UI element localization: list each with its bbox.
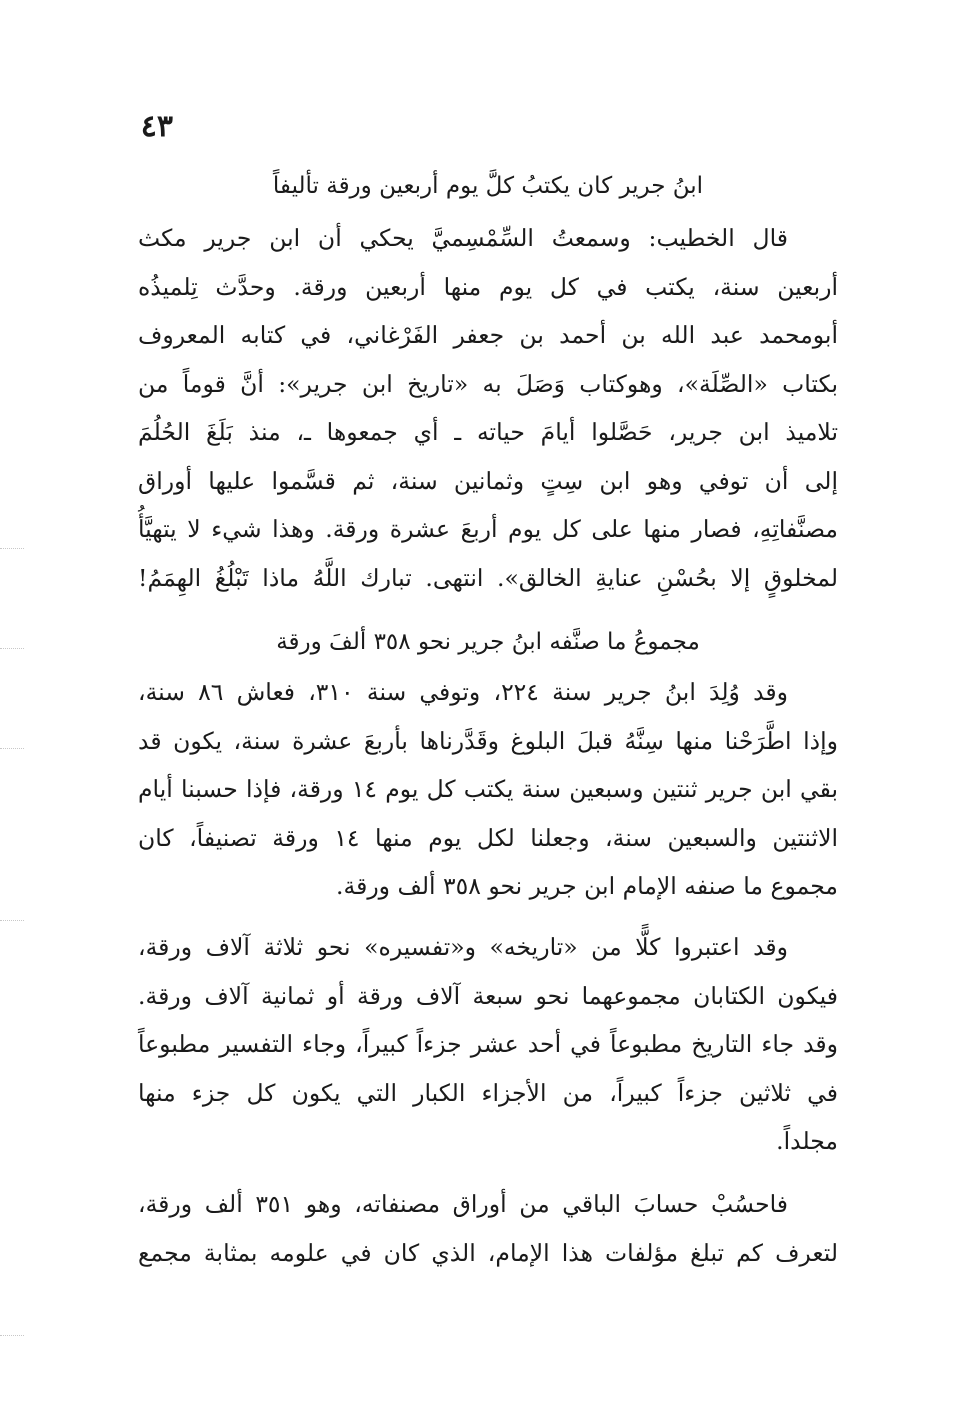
paragraph-1 (138, 214, 838, 602)
text-line: أربعين سنة، يكتب في كل يوم منها أربعين ورقة. وحدَّث تِلميذُه (138, 272, 838, 301)
paragraph-3 (138, 923, 838, 1166)
text-line: إلى أن توفي وهو ابن سِتٍ وثمانين سنة، ثم قسَّموا عليها أوراق (138, 466, 838, 495)
text-line: مجلداً. (776, 1127, 838, 1155)
paragraph-2 (138, 668, 838, 911)
page-number: ٤٣ (140, 109, 173, 144)
text-line: قال الخطيب: وسمعتُ السِّمْسِميَّ يحكي أن ابن جرير مكث (138, 224, 788, 252)
text-line: بقي ابن جرير ثنتين وسبعين سنة يكتب كل يوم ١٤ ورقة، فإذا حسبنا أيام (138, 775, 839, 803)
scan-margin-mark (0, 1335, 24, 1336)
scan-margin-mark (0, 748, 24, 749)
text-line: الاثنتين والسبعين سنة، وجعلنا لكل يوم منها ١٤ ورقة تصنيفاً، كان (138, 823, 838, 852)
text-line: فاحسُبْ حسابَ الباقي من أوراق مصنفاته، وهو ٣٥١ ألف ورقة، (138, 1190, 788, 1218)
scan-margin-mark (0, 920, 24, 921)
text-line: بكتاب «الصِّلَة»، وهوكتاب وَصَلَ به «تاريخ ابن جرير»: أنَّ قوماً من (138, 369, 838, 398)
scan-margin-mark (0, 648, 24, 649)
scan-margin-mark (0, 548, 24, 549)
text-line: مجموع ما صنفه الإمام ابن جرير نحو ٣٥٨ ألف ورقة. (336, 872, 838, 900)
text-line: مصنَّفاتِهِ، فصار منها على كل يوم أربعَ عشرة ورقة. وهذا شيء لا يتهيَّأُ (138, 515, 838, 543)
text-line: في ثلاثين جزءاً كبيراً، من الأجزاء الكبار التي يكون كل جزء منها (138, 1078, 838, 1107)
text-line: وقد اعتبروا كلًّا من «تاريخه» و«تفسيره» نحو ثلاثة آلاف ورقة، (138, 933, 788, 961)
text-line: لمخلوقٍ إلا بحُسْنِ عنايةِ الخالق». انتهى. تبارك اللَّهُ ماذا تَبْلُغُ الهِمَمُ! (138, 563, 838, 592)
text-line: وقد وُلِدَ ابنُ جرير سنة ٢٢٤، وتوفي سنة ٣١٠، فعاش ٨٦ سنة، (138, 678, 788, 706)
section-heading-1: ابنُ جرير كان يكتبُ كلَّ يوم أربعين ورقة تأليفاً (272, 173, 704, 199)
text-line: تلاميذ ابن جرير، حَصَّلوا أيامَ حياته ـ أي جمعوها ـ، منذ بَلَغَ الحُلُمَ (138, 418, 838, 446)
text-line: فيكون الكتابان مجموعهما نحو سبعة آلاف ورقة أو ثمانية آلاف ورقة. (138, 981, 838, 1010)
text-line: أبومحمد عبد الله بن أحمد بن جعفر الفَرْغاني، في كتابه المعروف (138, 321, 838, 349)
section-heading-2: مجموعُ ما صنَّفه ابنُ جرير نحو ٣٥٨ ألفَ ورقة (276, 629, 700, 655)
text-line: وقد جاء التاريخ مطبوعاً في أحد عشر جزءاً كبيراً، وجاء التفسير مطبوعاً (138, 1030, 838, 1058)
text-line: وإذا اطَّرَحْنا منها سِنَّهُ قبلَ البلوغ وقَدَّرناها بأربعَ عشرة سنة، يكون قد (138, 726, 838, 755)
text-line: لتعرف كم تبلغ مؤلفات هذا الإمام، الذي كان في علومه بمثابة مجمع (138, 1238, 838, 1267)
paragraph-4 (138, 1180, 838, 1277)
